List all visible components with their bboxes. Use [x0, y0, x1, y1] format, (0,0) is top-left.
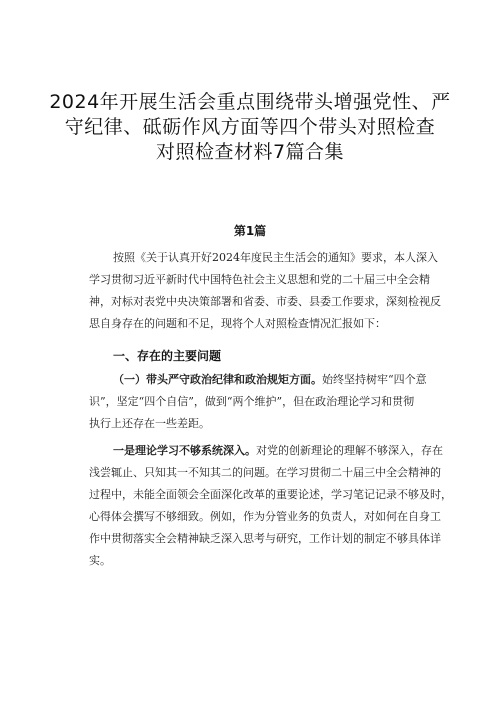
heading-existing-problems: 一、存在的主要问题: [113, 349, 222, 363]
section-label: 第1篇: [233, 224, 267, 238]
intro-paragraph: [89, 247, 439, 335]
point1-line-5: 作中贯彻落实全会精神缺乏深入思考与研究，工作计划的制定不够具体详: [89, 532, 441, 545]
point1-lead: 一是理论学习不够系统深入。: [113, 444, 256, 457]
point1-line-6: 实。: [89, 554, 111, 567]
intro-line-2: 学习贯彻习近平新时代中国特色社会主义思想和党的二十届三中全会精: [89, 273, 430, 286]
sub1-line-3: 执行上还存在一些差距。: [89, 417, 210, 430]
title-line-1: 2024年开展生活会重点围绕带头增强党性、严: [49, 91, 451, 113]
sub1-line-1-text: 始终坚持树牢“四个意: [322, 373, 427, 386]
intro-line-3: 神，对标对表党中央决策部署和省委、市委、县委工作要求，深刻检视反: [89, 295, 441, 308]
sub1-lead: （一）带头严守政治纪律和政治规矩方面。: [113, 373, 322, 386]
intro-line-1: 按照《关于认真开好2024年度民主生活会的通知》要求，本人深入: [113, 251, 438, 264]
sub1-paragraph: [89, 369, 439, 435]
point1-line-3: 过程中，未能全面领会全面深化改革的重要论述，学习笔记记录不够及时，: [89, 488, 452, 501]
point1-line-2: 浅尝辄止、只知其一不知其二的问题。在学习贯彻二十届三中全会精神的: [89, 466, 441, 479]
sub1-line-2: 识”，坚定“四个自信”，做到“两个维护”，但在政治理论学习和贯彻: [89, 395, 415, 408]
document-title: [40, 90, 460, 165]
point1-line-4: 心得体会撰写不够细致。例如，作为分管业务的负责人，对如何在自身工: [89, 510, 441, 523]
point1-line-1-text: 对党的创新理论的理解不够深入，存在: [256, 444, 443, 457]
point1-paragraph: [89, 440, 452, 572]
point1-line-1: [89, 440, 443, 462]
sub1-line-1: [89, 369, 439, 391]
intro-line-4: 思自身存在的问题和不足，现将个人对照检查情况汇报如下：: [89, 317, 386, 330]
title-line-3: 对照检查材料7篇合集: [155, 141, 345, 163]
title-line-2: 守纪律、砥砺作风方面等四个带头对照检查: [64, 116, 436, 138]
